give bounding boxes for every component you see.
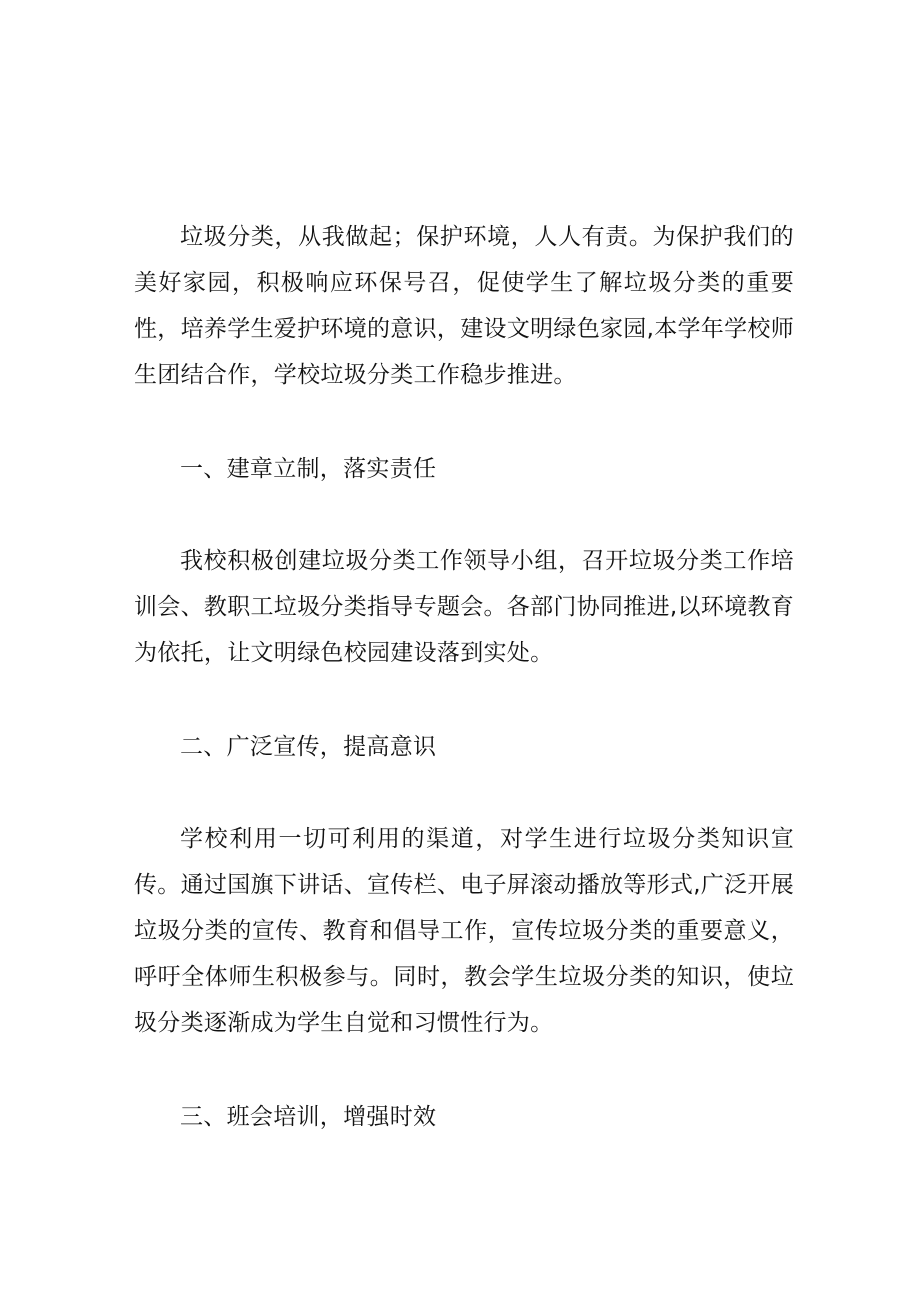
intro-paragraph: 垃圾分类，从我做起；保护环境，人人有责。为保护我们的美好家园，积极响应环保号召，促使学生了解垃圾分类的重要性，培养学生爱护环境的意识，建设文明绿色家园,本学年学校师生团结合作，学校垃圾分类工作稳步推进。 [134, 224, 795, 388]
spacer [134, 398, 794, 446]
spacer [134, 770, 794, 816]
section-heading-2: 二、广泛宣传，提高意识 [180, 734, 437, 760]
section-heading-3: 三、班会培训，增强时效 [180, 1104, 437, 1130]
section-heading-1: 一、建章立制，落实责任 [180, 456, 437, 482]
spacer [134, 1046, 794, 1094]
section-body-1: 我校积极创建垃圾分类工作领导小组，召开垃圾分类工作培训会、教职工垃圾分类指导专题会。各部门协同推进,以环境教育为依托，让文明绿色校园建设落到实处。 [134, 548, 795, 666]
spacer [134, 492, 794, 538]
document-body [134, 214, 794, 1140]
section-body-2: 学校利用一切可利用的渠道，对学生进行垃圾分类知识宣传。通过国旗下讲话、宣传栏、电子屏滚动播放等形式,广泛开展垃圾分类的宣传、教育和倡导工作，宣传垃圾分类的重要意义，呼吁全体师生积极参与。同时，教会学生垃圾分类的知识，使垃圾分类逐渐成为学生自觉和习惯性行为。 [134, 826, 795, 1036]
spacer [134, 676, 794, 724]
